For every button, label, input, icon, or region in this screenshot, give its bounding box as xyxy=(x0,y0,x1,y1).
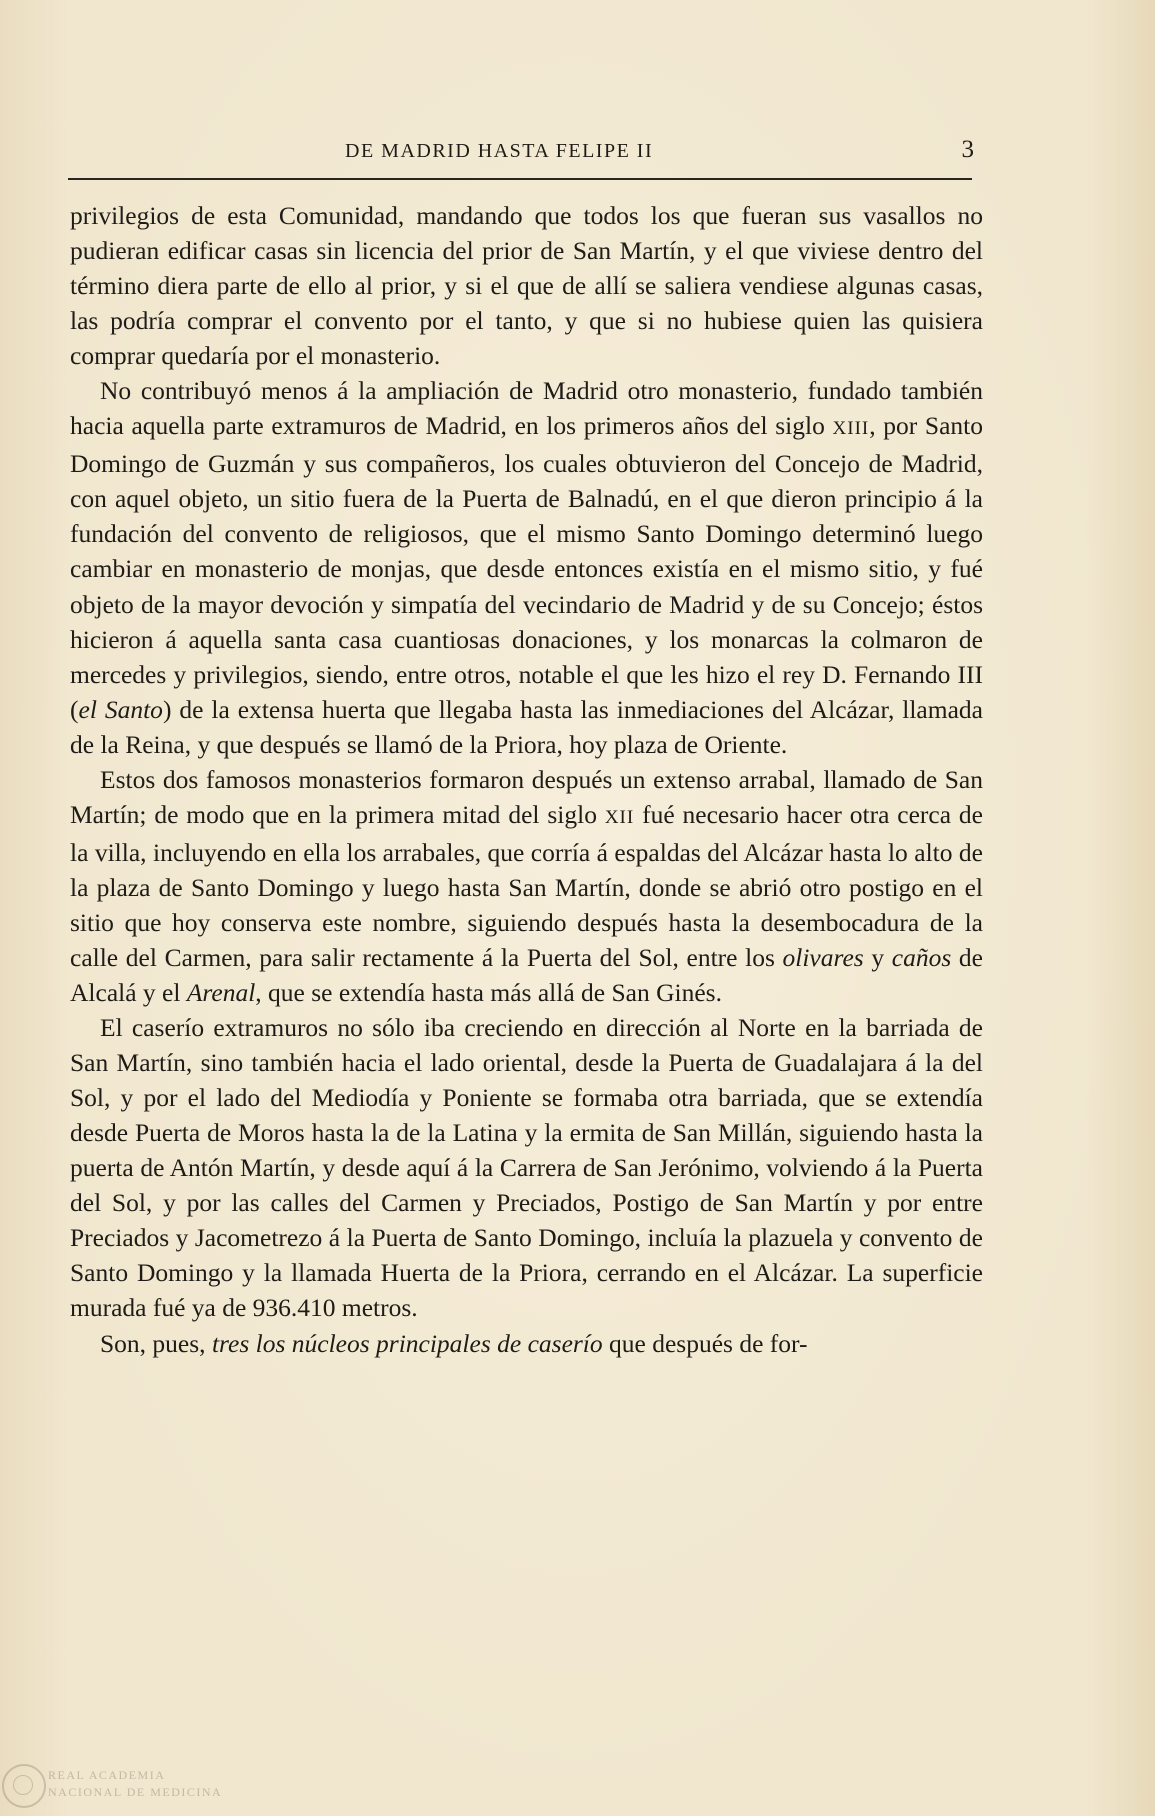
watermark-line-1: REAL ACADEMIA xyxy=(48,1768,166,1782)
paragraph-5-part-b: que después de for- xyxy=(602,1328,808,1358)
paragraph-2-part-b: , por Santo Domingo de Guzmán y sus compañeros, los cuales obtuvieron del Concejo de Madrid, con aquel objeto, un sitio fuera de la Puerta de Balnadú, en el que dieron principio á la fundación del convento de religiosos, que el mismo Santo Domingo determinó luego cambiar en monasterio de monjas, que desde entonces existía en el mismo sitio, y fué objeto de la mayor devoción y simpatía del vecindario de Madrid y de su Concejo; éstos hicieron á aquella santa casa cuantiosas donaciones, y los monarcas la colmaron de mercedes y privilegios, siendo, entre otros, notable el que les hizo el rey D. Fernando III ( xyxy=(70,411,983,724)
paragraph-4: El caserío extramuros no sólo iba creciendo en dirección al Norte en la barriada de San Martín, sino también hacia el lado oriental, desde la Puerta de Guadalajara á la del Sol, y por el lado del Mediodía y Poniente se formaba otra barriada, que se extendía desde Puerta de Moros hasta la de la Latina y la ermita de San Millán, siguiendo hasta la puerta de Antón Martín, y desde aquí á la Carrera de San Jerónimo, volviendo á la Puerta del Sol, y por las calles del Carmen y Preciados, Postigo de San Martín y por entre Preciados y Jacometrezo á la Puerta de Santo Domingo, incluía la plazuela y convento de Santo Domingo y la llamada Huerta de la Priora, cerrando en el Alcázar. La superficie murada fué ya de 936.410 metros. xyxy=(70,1013,983,1323)
header-rule xyxy=(68,178,972,180)
page-number: 3 xyxy=(961,136,974,163)
italic-phrase: tres los núcleos principales de caserío xyxy=(211,1328,603,1358)
paragraph-5-part-a: Son, pues, xyxy=(100,1328,212,1358)
paragraph-3-part-c: y xyxy=(863,942,892,972)
paragraph-2 xyxy=(70,373,983,762)
italic-phrase: caños xyxy=(891,942,952,972)
watermark-line-2: NACIONAL DE MEDICINA xyxy=(48,1785,223,1799)
italic-phrase: Arenal xyxy=(186,978,256,1008)
paragraph-2-part-c: ) de la extensa huerta que llegaba hasta las inmediaciones del Alcázar, llamada de la Reina, y que después se llamó de la Priora, hoy plaza de Oriente. xyxy=(70,694,983,759)
library-watermark xyxy=(2,1760,262,1808)
paragraph-3-part-b: fué necesario hacer otra cerca de la villa, incluyendo en ella los arrabales, que corría á espaldas del Alcázar hasta lo alto de la plaza de Santo Domingo y luego hasta San Martín, donde se abrió otro postigo en el sitio que hoy conserva este nombre, siguiendo después hasta la desembocadura de la calle del Carmen, para salir rectamente á la Puerta del Sol, entre los xyxy=(70,799,983,972)
paragraph-3-part-a: Estos dos famosos monasterios formaron después un extenso arrabal, llamado de San Martín; de modo que en la primera mitad del siglo xyxy=(70,764,983,829)
paragraph-3 xyxy=(70,762,983,1010)
paragraph-5 xyxy=(70,1326,983,1361)
paragraph-2-part-a: No contribuyó menos á la ampliación de Madrid otro monasterio, fundado también hacia aquella parte extramuros de Madrid, en los primeros años del siglo xyxy=(70,376,983,441)
century-numeral: XIII xyxy=(832,418,870,440)
body-text xyxy=(70,198,983,1361)
paragraph-3-part-e: , que se extendía hasta más allá de San Ginés. xyxy=(255,978,722,1008)
century-numeral: XII xyxy=(604,806,635,828)
italic-phrase: olivares xyxy=(782,942,864,972)
seal-icon xyxy=(2,1764,46,1808)
paragraph-1: privilegios de esta Comunidad, mandando que todos los que fueran sus vasallos no pudieran edificar casas sin licencia del prior de San Martín, y el que viviese dentro del término diera parte de ello al prior, y si el que de allí se saliera vendiese algunas casas, las podría comprar el convento por el tanto, y que si no hubiese quien las quisiera comprar quedaría por el monasterio. xyxy=(70,201,983,371)
running-head xyxy=(70,136,974,176)
paragraph-3-part-d: de Alcalá y el xyxy=(70,942,983,1008)
running-title: DE MADRID HASTA FELIPE II xyxy=(345,140,654,162)
italic-phrase: el Santo xyxy=(78,694,163,724)
